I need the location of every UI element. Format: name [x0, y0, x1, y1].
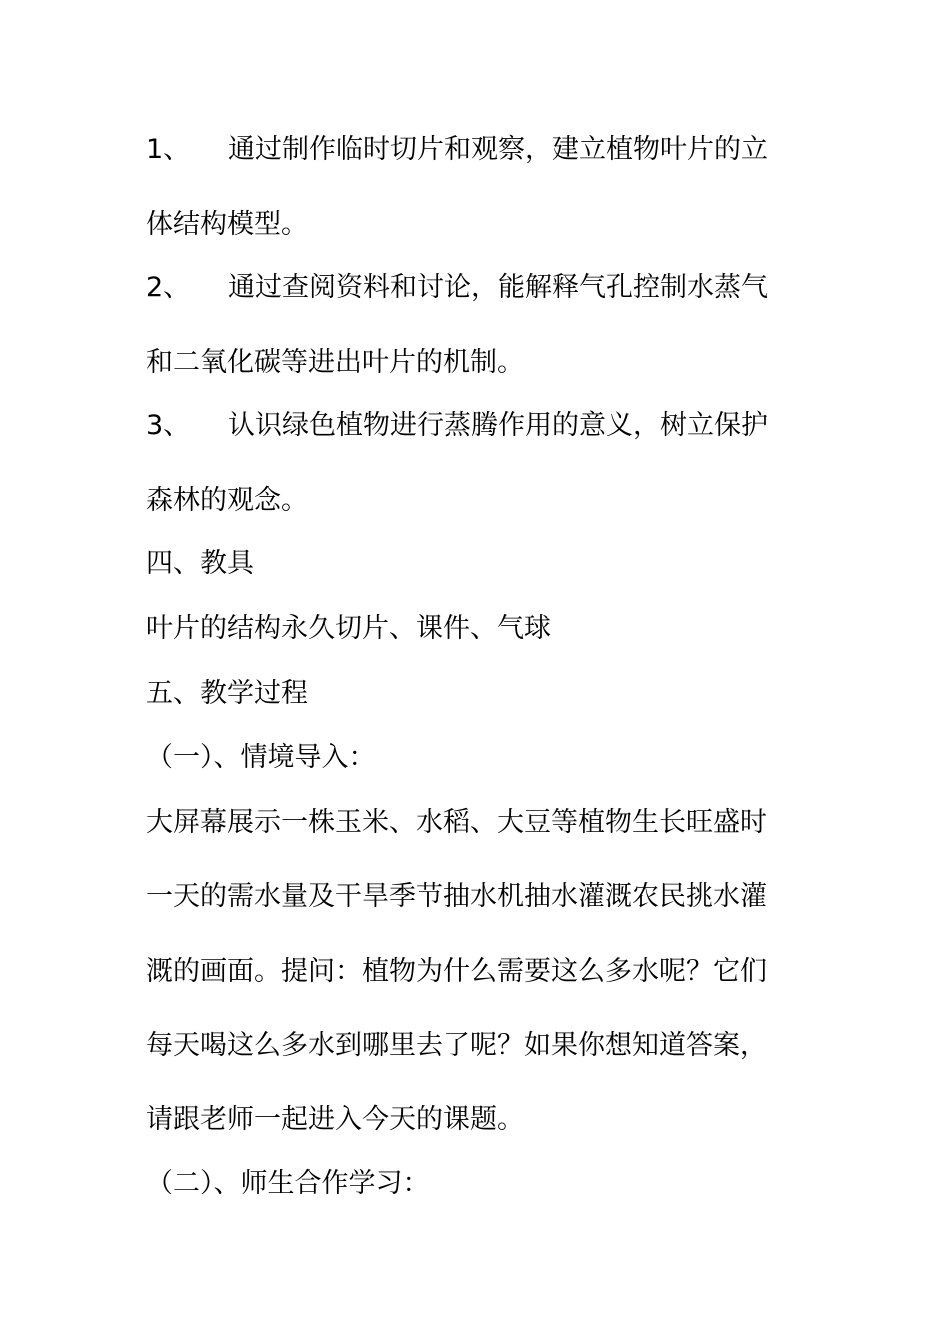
objective-1-line-1: [146, 133, 768, 167]
subsection-1-paragraph-line-3: 溉的画面。提问：植物为什么需要这么多水呢？它们: [146, 956, 767, 987]
subsection-2-heading: （二）、师生合作学习：: [146, 1168, 430, 1199]
subsection-1-paragraph-line-1: 大屏幕展示一株玉米、水稻、大豆等植物生长旺盛时: [146, 807, 767, 838]
objective-1-line-2: 体结构模型。: [146, 209, 308, 240]
objective-3-number: 3、: [146, 410, 191, 441]
objective-2-number: 2、: [146, 272, 191, 303]
subsection-1-paragraph-line-5: 请跟老师一起进入今天的课题。: [146, 1104, 524, 1135]
objective-3-text: 认识绿色植物进行蒸腾作用的意义，树立保护: [228, 410, 768, 441]
subsection-1-paragraph-line-2: 一天的需水量及干旱季节抽水机抽水灌溉农民挑水灌: [146, 881, 767, 912]
objective-2-line-2: 和二氧化碳等进出叶片的机制。: [146, 347, 524, 378]
objective-2-text: 通过查阅资料和讨论，能解释气孔控制水蒸气: [228, 272, 768, 303]
objective-3-line-1: [146, 409, 768, 443]
subsection-1-heading: （一）、情境导入：: [146, 742, 376, 773]
subsection-1-paragraph-line-4: 每天喝这么多水到哪里去了呢？如果你想知道答案，: [146, 1030, 767, 1061]
section-5-heading: 五、教学过程: [146, 678, 308, 709]
objective-1-number: 1、: [146, 134, 191, 165]
objective-2-line-1: [146, 271, 768, 305]
section-4-heading: 四、教具: [146, 548, 254, 579]
objective-1-text: 通过制作临时切片和观察，建立植物叶片的立: [228, 134, 768, 165]
objective-3-line-2: 森林的观念。: [146, 485, 308, 516]
section-4-body: 叶片的结构永久切片、课件、气球: [146, 613, 551, 644]
